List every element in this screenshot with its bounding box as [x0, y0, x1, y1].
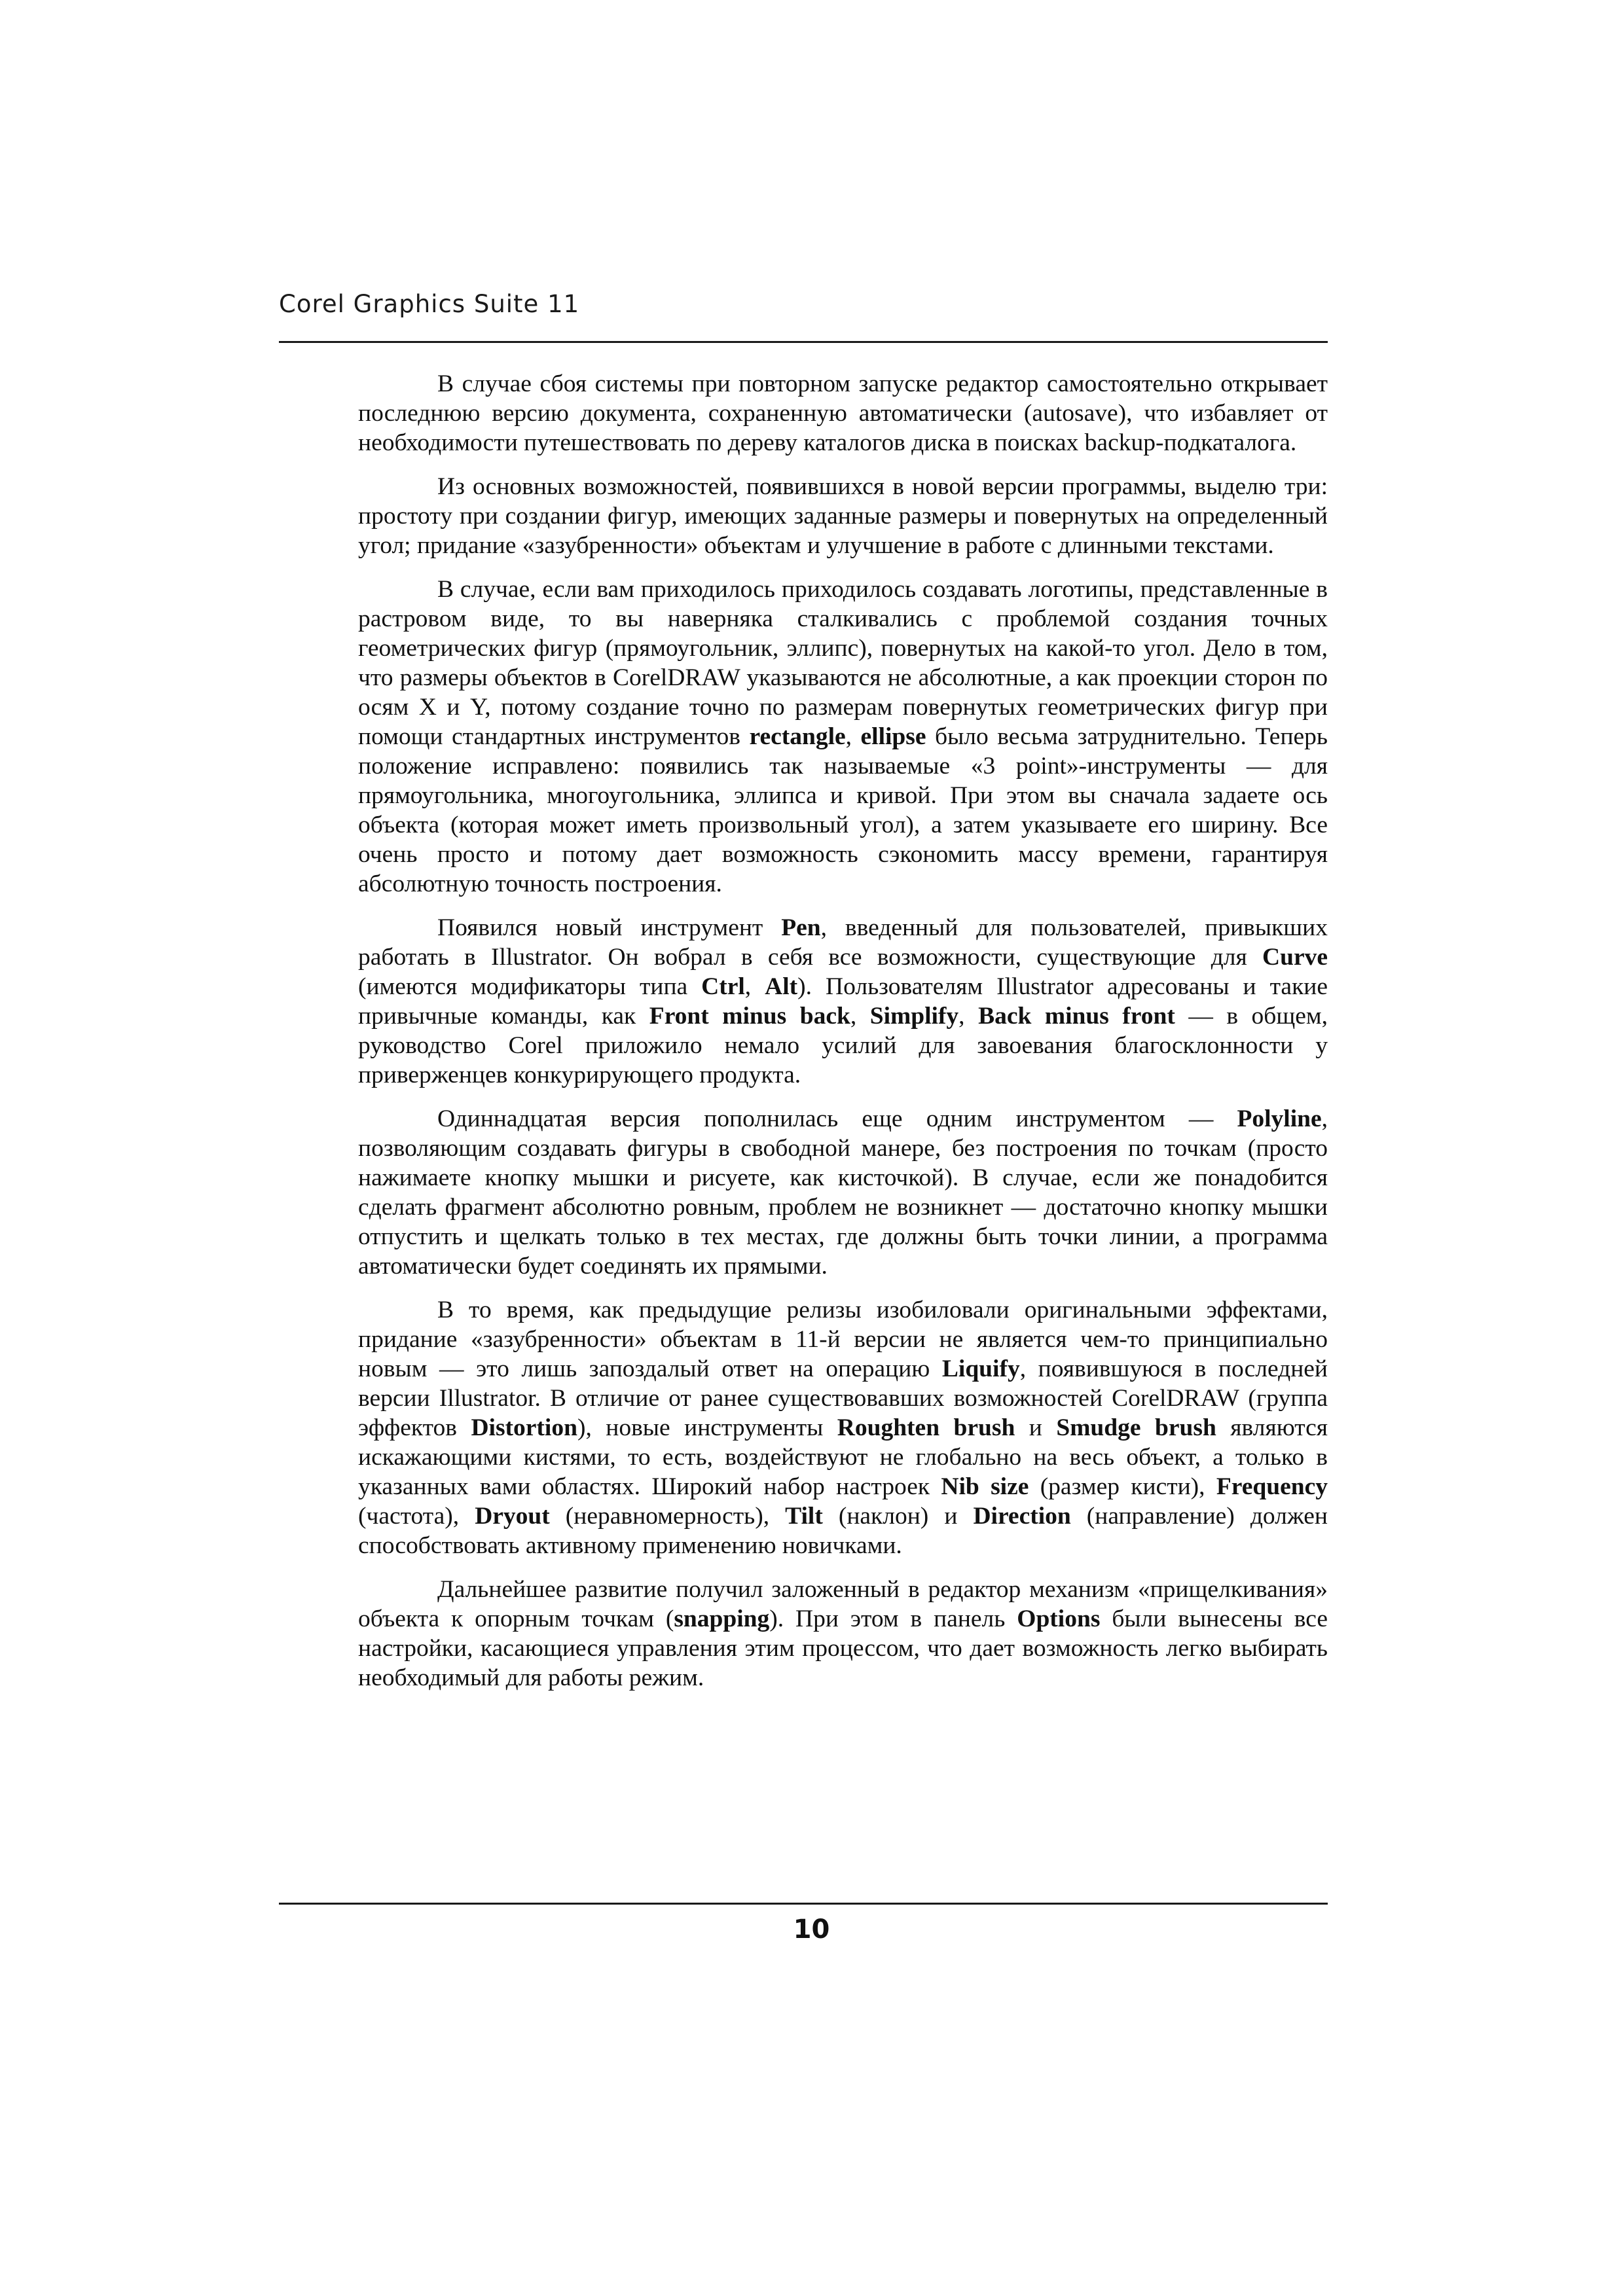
text-run: ), новые инструменты: [577, 1414, 837, 1441]
text-run: В случае сбоя системы при повторном запуске редактор самостоятельно открывает последнюю версию документа, сохраненную автоматически (autosave), что избавляет от необходимости путешествовать по дереву каталогов диска в поисках backup-подкаталога.: [358, 370, 1328, 456]
bold-term: Direction: [973, 1503, 1071, 1530]
running-header: Corel Graphics Suite 11: [279, 290, 580, 318]
text-run: (наклон) и: [822, 1503, 974, 1530]
text-run: являются искажающими кистями, то есть, воздействуют не глобально на весь объект, а только в указанных вами областях. Широкий набор настроек: [358, 1414, 1328, 1500]
text-run: , введенный для пользователей, привыкших работать в Illustrator. Он вобрал в себя все возможности, существующие для: [358, 914, 1328, 971]
bold-term: Curve: [1262, 944, 1328, 971]
bold-term: Smudge brush: [1056, 1414, 1216, 1441]
text-run: , позволяющим создавать фигуры в свободной манере, без построения по точкам (просто нажимаете кнопку мышки и рисуете, как кисточкой). В случае, если же понадобится сделать фрагмент абсолютно ровным, проблем не возникнет — достаточно кнопку мышки отпустить и щелкать только в тех местах, где должны быть точки линии, а программа автоматически будет соединять их прямыми.: [358, 1105, 1328, 1280]
paragraph: [358, 575, 1328, 899]
footer-rule: [279, 1903, 1328, 1905]
bold-term: Nib size: [941, 1473, 1029, 1500]
header-rule: [279, 341, 1328, 343]
text-run: , появившуюся в последней версии Illustrator. В отличие от ранее существовавших возможностей CorelDRAW (группа эффектов: [358, 1355, 1328, 1441]
bold-term: Tilt: [785, 1503, 823, 1530]
text-run: ). Пользователям Illustrator адресованы и такие привычные команды, как: [358, 973, 1328, 1030]
paragraph: [358, 1104, 1328, 1281]
text-run: (неравномерность),: [549, 1503, 786, 1530]
paragraph: [358, 1575, 1328, 1693]
text-run: были вынесены все настройки, касающиеся управления этим процессом, что дает возможность легко выбирать необходимый для работы режим.: [358, 1605, 1328, 1691]
text-run: ,: [845, 723, 861, 750]
text-run: ,: [744, 973, 765, 1000]
bold-term: snapping: [674, 1605, 770, 1632]
text-run: ,: [850, 1003, 870, 1030]
bold-term: Front minus back: [649, 1003, 850, 1030]
bold-term: Options: [1017, 1605, 1101, 1632]
text-run: ). При этом в панель: [769, 1605, 1017, 1632]
text-run: В случае, если вам приходилось приходилось создавать логотипы, представленные в растровом виде, то вы наверняка сталкивались с проблемой создания точных геометрических фигур (прямоугольник, эллипс), повернутых на какой-то угол. Дело в том, что размеры объектов в CorelDRAW указываются не абсолютные, а как проекции сторон по осям X и Y, потому создание точно по размерам повернутых геометрических фигур при помощи стандартных инструментов: [358, 576, 1328, 750]
text-run: Появился новый инструмент: [437, 914, 782, 941]
paragraph: [358, 369, 1328, 457]
text-run: было весьма затруднительно. Теперь положение исправлено: появились так называемые «3 point»-инструменты — для прямоугольника, многоугольника, эллипса и кривой. При этом вы сначала задаете ось объекта (которая может иметь произвольный угол), а затем указываете его ширину. Все очень просто и потому дает возможность сэкономить массу времени, гарантируя абсолютную точность построения.: [358, 723, 1328, 897]
text-run: Из основных возможностей, появившихся в новой версии программы, выделю три: простоту при создании фигур, имеющих заданные размеры и повернутых на определенный угол; придание «зазубренности» объектам и улучшение в работе с длинными текстами.: [358, 473, 1328, 559]
bold-term: Frequency: [1216, 1473, 1328, 1500]
text-run: Одиннадцатая версия пополнилась еще одним инструментом —: [437, 1105, 1237, 1132]
bold-term: Simplify: [869, 1003, 959, 1030]
body-text: [358, 369, 1328, 1707]
bold-term: Distortion: [471, 1414, 577, 1441]
bold-term: Polyline: [1237, 1105, 1322, 1132]
text-run: (частота),: [358, 1503, 475, 1530]
bold-term: Liquify: [941, 1355, 1020, 1382]
bold-term: Pen: [781, 914, 821, 941]
paragraph: [358, 913, 1328, 1090]
bold-term: ellipse: [860, 723, 926, 750]
paragraph: [358, 1295, 1328, 1560]
bold-term: Ctrl: [701, 973, 745, 1000]
text-run: Дальнейшее развитие получил заложенный в редактор механизм «прищелкивания» объекта к опорным точкам (: [358, 1576, 1328, 1632]
bold-term: Roughten brush: [837, 1414, 1015, 1441]
text-run: — в общем, руководство Corel приложило немало усилий для завоевания благосклонности у приверженцев конкурирующего продукта.: [358, 1003, 1328, 1088]
text-run: (направление) должен способствовать активному применению новичками.: [358, 1503, 1328, 1559]
text-run: и: [1015, 1414, 1057, 1441]
paragraph: [358, 472, 1328, 560]
bold-term: Back minus front: [978, 1003, 1175, 1030]
bold-term: Dryout: [475, 1503, 550, 1530]
bold-term: rectangle: [749, 723, 846, 750]
text-run: (имеются модификаторы типа: [358, 973, 702, 1000]
text-run: В то время, как предыдущие релизы изобиловали оригинальными эффектами, придание «зазубренности» объектам в 11-й версии не является чем-то принципиально новым — это лишь запоздалый ответ на операцию: [358, 1297, 1328, 1382]
bold-term: Alt: [765, 973, 798, 1000]
page-number: 10: [793, 1914, 830, 1945]
text-run: ,: [958, 1003, 979, 1030]
text-run: (размер кисти),: [1029, 1473, 1216, 1500]
